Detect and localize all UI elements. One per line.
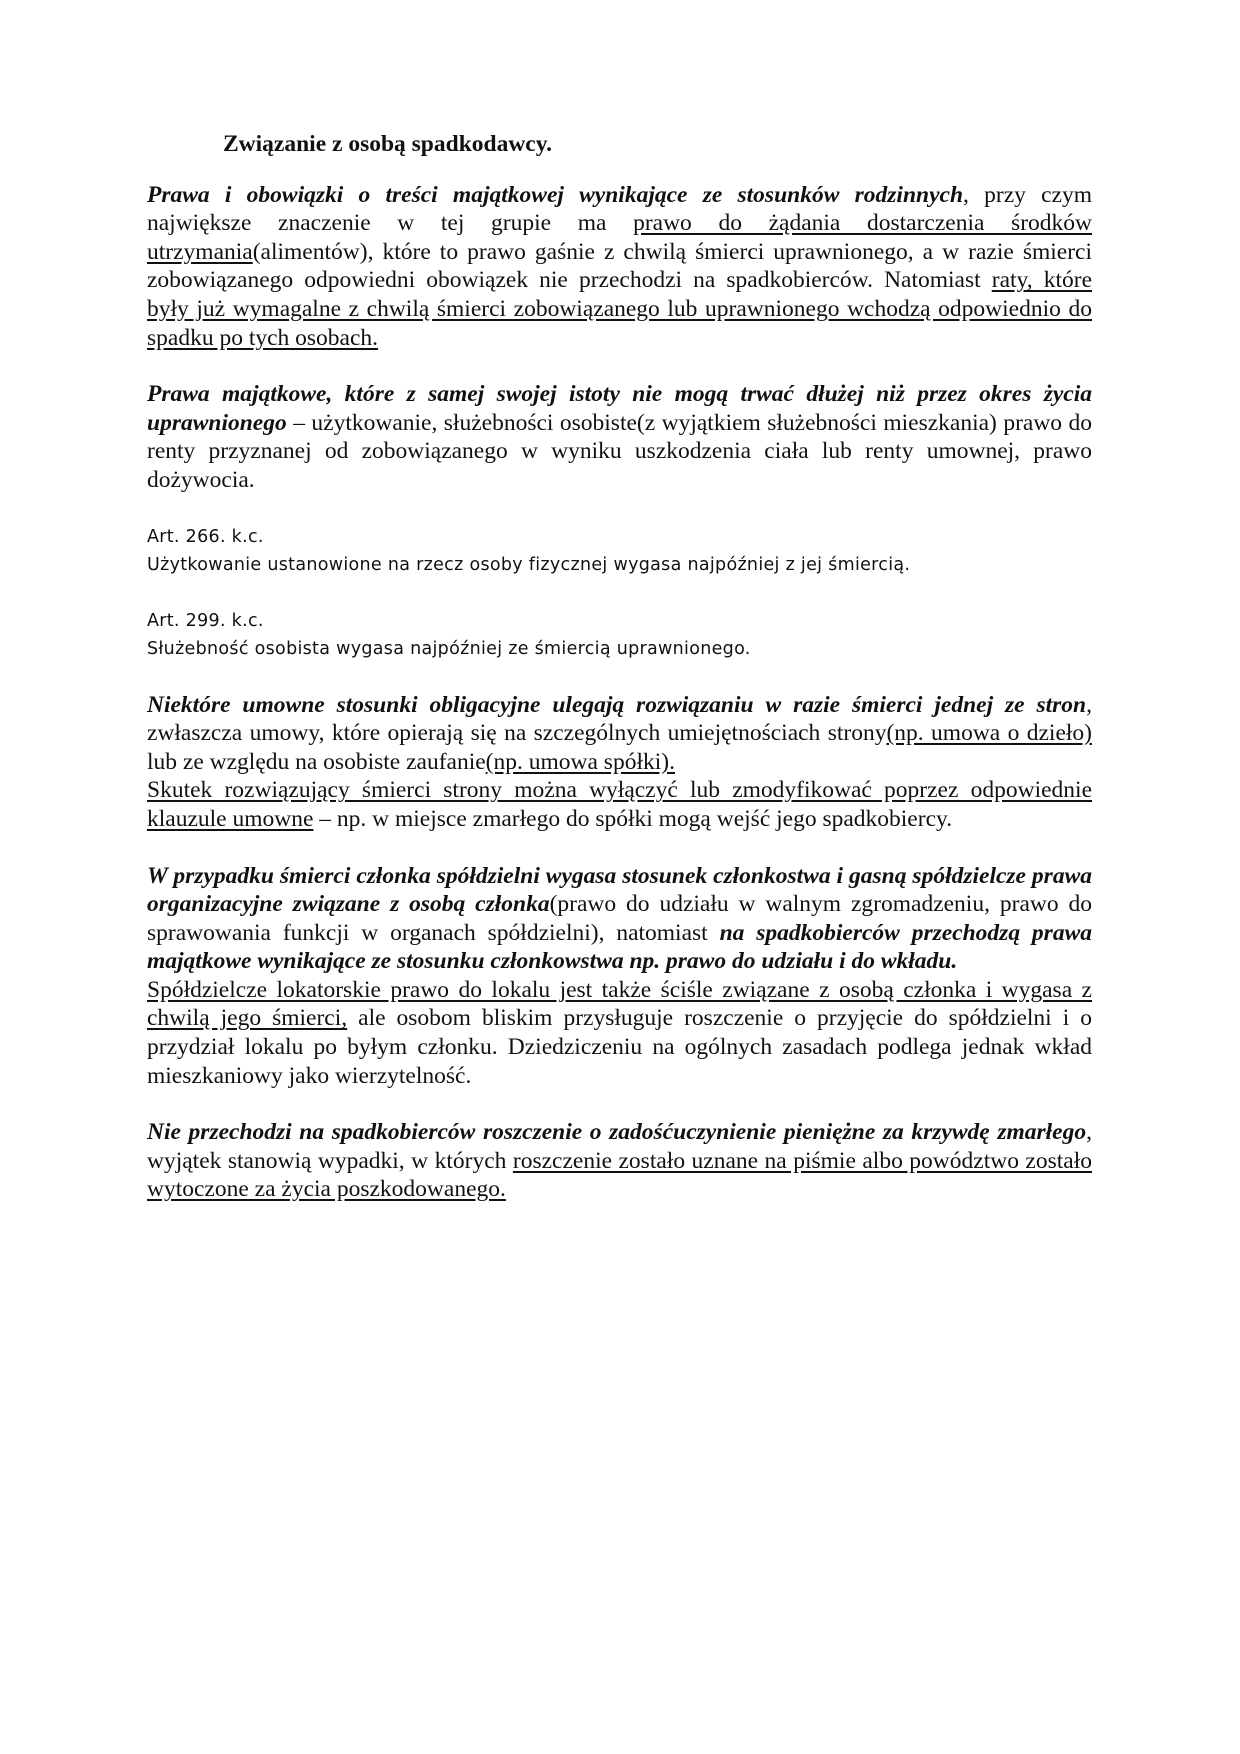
paragraph-lead: W przypadku śmierci członka spółdzielni wygasa stosunek członkostwa i gasną spółdzielcze prawa organizacyjne związane z osobą członka <box>147 862 1092 918</box>
paragraph-text: , przy czym największe znaczenie w tej grupie ma <box>147 181 1092 237</box>
paragraph-property-rights <box>147 380 1092 494</box>
document-page <box>147 130 1092 1232</box>
paragraph-lead: Prawa i obowiązki o treści majątkowej wynikające ze stosunków rodzinnych <box>147 181 964 208</box>
bold-phrase: na spadkobierców przechodzą prawa majątkowe wynikające ze stosunku członkowstwa np. prawo do udziału i do wkładu. <box>147 919 1092 975</box>
paragraph-lead: Nie przechodzi na spadkobierców roszczenie o zadośćuczynienie pieniężne za krzywdę zmarłego <box>147 1119 1087 1146</box>
paragraph-lead: Niektóre umowne stosunki obligacyjne ulegają rozwiązaniu w razie śmierci jednej ze stron <box>147 691 1087 718</box>
paragraph-text: (prawo do udziału w walnym zgromadzeniu, prawo do sprawowania funkcji w organach spółdzielni), natomiast <box>147 891 1092 946</box>
paragraph-obligations <box>147 691 1092 834</box>
paragraph-cooperative <box>147 862 1092 1091</box>
underlined-phrase: Skutek rozwiązujący śmierci strony można wyłączyć lub zmodyfikować poprzez odpowiednie klauzule umowne <box>147 777 1092 832</box>
article-299 <box>147 607 1092 663</box>
paragraph-text: lub ze względu na osobiste zaufanie <box>147 748 486 775</box>
article-266 <box>147 523 1092 579</box>
paragraph-text: , zwłaszcza umowy, które opierają się na szczególnych umiejętnościach strony <box>147 691 1092 747</box>
article-title: Art. 299. k.c. <box>147 610 264 631</box>
paragraph-text: – np. w miejsce zmarłego do spółki mogą wejść jego spadkobiercy. <box>313 805 953 832</box>
underlined-phrase: (np. umowa spółki). <box>485 748 675 775</box>
underlined-phrase: prawo do żądania dostarczenia środków utrzymania <box>147 210 1092 265</box>
paragraph-family-rights <box>147 181 1092 353</box>
paragraph-text: – użytkowanie, służebności osobiste(z wyjątkiem służebności mieszkania) prawo do renty przyznanej od zobowiązanego w wyniku uszkodzenia ciała lub renty umownej, prawo dożywocia. <box>147 409 1092 493</box>
paragraph-text: , wyjątek stanowią wypadki, w których <box>147 1119 1092 1174</box>
underlined-phrase: raty, które były już wymagalne z chwilą śmierci zobowiązanego lub uprawnionego wchodzą odpowiednio do spadku po tych osobach. <box>147 267 1093 351</box>
underlined-phrase: Spółdzielcze lokatorskie prawo do lokalu jest także ściśle związane z osobą członka i wygasa z chwilą jego śmierci, <box>147 976 1092 1032</box>
underlined-phrase: roszczenie zostało uznane na piśmie albo powództwo zostało wytoczone za życia poszkodowanego. <box>147 1147 1092 1203</box>
paragraph-lead: Prawa majątkowe, które z samej swojej istoty nie mogą trwać dłużej niż przez okres życia uprawnionego <box>147 381 1092 436</box>
paragraph-text: (alimentów), które to prawo gaśnie z chwilą śmierci uprawnionego, a w razie śmierci zobowiązanego odpowiedni obowiązek nie przechodzi na spadkobierców. Natomiast <box>147 238 1092 294</box>
paragraph-compensation <box>147 1118 1092 1204</box>
article-title: Art. 266. k.c. <box>147 526 264 547</box>
underlined-phrase: (np. umowa o dzieło) <box>886 720 1092 747</box>
article-text: Użytkowanie ustanowione na rzecz osoby fizycznej wygasa najpóźniej z jej śmiercią. <box>147 554 911 575</box>
document-title: Związanie z osobą spadkodawcy. <box>223 131 553 157</box>
paragraph-text: ale osobom bliskim przysługuje roszczenie o przyjęcie do spółdzielni i o przydział lokalu po byłym członku. Dziedziczeniu na ogólnych zasadach podlega jednak wkład mieszkaniowy jako wierzytelność. <box>147 1005 1092 1089</box>
article-text: Służebność osobista wygasa najpóźniej ze śmiercią uprawnionego. <box>147 638 751 659</box>
